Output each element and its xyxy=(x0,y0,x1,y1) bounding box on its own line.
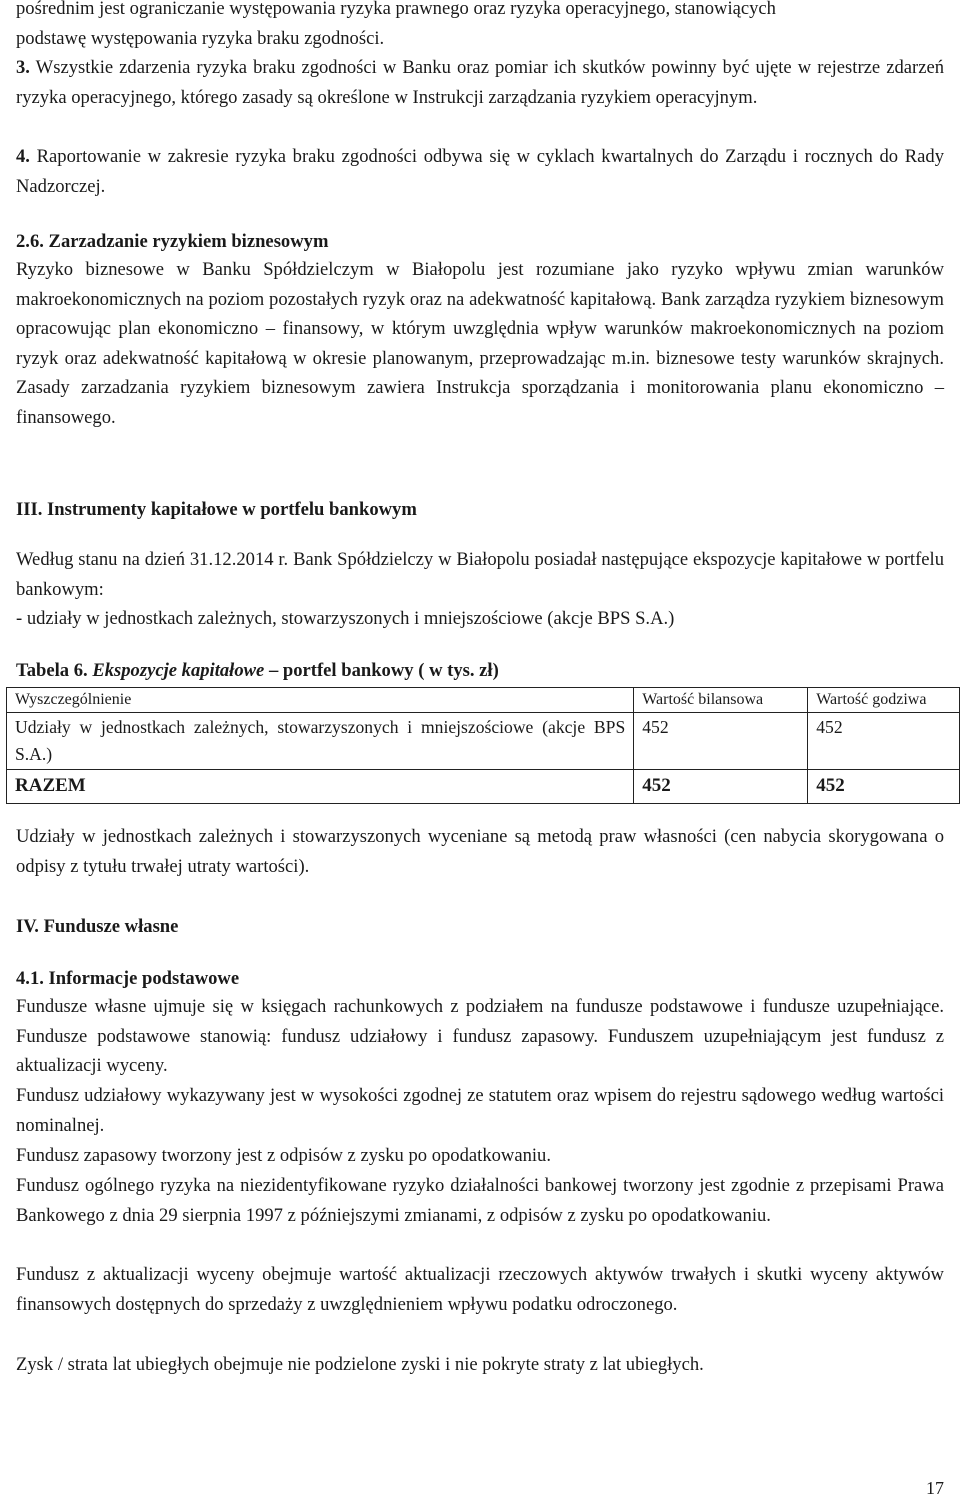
paragraph-valuation: Udziały w jednostkach zależnych i stowarzyszonych wyceniane są metodą praw własności (cen nabycia skorygowana o odpisy z tytułu trwałej utraty wartości). xyxy=(16,826,944,877)
point-number: 4. xyxy=(16,146,30,167)
section-heading-iii: III. Instrumenty kapitałowe w portfelu bankowym xyxy=(16,499,417,520)
section-heading-iv: IV. Fundusze własne xyxy=(16,916,179,937)
table-cell: 452 xyxy=(634,713,808,770)
paragraph-point-4: 4. Raportowanie w zakresie ryzyka braku zgodności odbywa się w cyklach kwartalnych do Zarządu i rocznych do Rady Nadzorczej. xyxy=(16,146,945,197)
subsection-heading-4-1: 4.1. Informacje podstawowe xyxy=(16,968,240,989)
point-number: 3. xyxy=(16,57,30,78)
paragraph-own-funds-6: Zysk / strata lat ubiegłych obejmuje nie podzielone zyski i nie pokryte straty z lat ubiegłych. xyxy=(16,1354,704,1375)
table-cell: 452 xyxy=(634,770,808,804)
capital-exposures-table xyxy=(6,687,960,804)
header-cell: Wartość bilansowa xyxy=(634,688,808,713)
table-header-row xyxy=(7,688,960,713)
table-row xyxy=(7,713,960,770)
bullet-item-shares: - udziały w jednostkach zależnych, stowarzyszonych i mniejszościowe (akcje BPS S.A.) xyxy=(16,608,675,629)
table-cell: RAZEM xyxy=(7,770,634,804)
paragraph-own-funds-1: Fundusze własne ujmuje się w księgach rachunkowych z podziałem na fundusze podstawowe i fundusze uzupełniające. Fundusze podstawowe stanowią: fundusz udziałowy i fundusz zapasowy. Funduszem uzupełniającym jest fundusz z aktualizacji wyceny. xyxy=(16,996,944,1077)
paragraph-capital-instruments: Według stanu na dzień 31.12.2014 r. Bank Spółdzielczy w Białopolu posiadał następujące ekspozycje kapitałowe w portfelu bankowym: xyxy=(16,549,944,600)
page-number: 17 xyxy=(926,1478,944,1498)
paragraph-business-risk: Ryzyko biznesowe w Banku Spółdzielczym w Białopolu jest rozumiane jako ryzyko wpływu zmian warunków makroekonomicznych na poziom pozostałych ryzyk oraz na adekwatność kapitałową. Bank zarządza ryzykiem biznesowym opracowując plan ekonomiczno – finansowy, w którym uwzględnia wpływ warunków makroekonomicznych na poziom ryzyk oraz adekwatność kapitałową w okresie planowanym, przeprowadzając m.in. biznesowe testy warunków skrajnych. Zasady zarzadzania ryzykiem biznesowym zawiera Instrukcja sporządzania i monitorowania planu ekonomiczno – finansowego. xyxy=(16,259,944,428)
paragraph-own-funds-5: Fundusz z aktualizacji wyceny obejmuje wartość aktualizacji rzeczowych aktywów trwałych i skutki wyceny aktywów finansowych dostępnych do sprzedaży z uwzględnieniem wpływu podatku odroczonego. xyxy=(16,1264,944,1315)
paragraph-point-3: 3. Wszystkie zdarzenia ryzyka braku zgodności w Banku oraz pomiar ich skutków powinny być ujęte w rejestrze zdarzeń ryzyka operacyjnego, którego zasady są określone w Instrukcji zarządzania ryzykiem operacyjnym. xyxy=(16,57,944,108)
paragraph-own-funds-2: Fundusz udziałowy wykazywany jest w wysokości zgodnej ze statutem oraz wpisem do rejestru sądowego według wartości nominalnej. xyxy=(16,1085,944,1136)
paragraph-own-funds-4: Fundusz ogólnego ryzyka na niezidentyfikowane ryzyko działalności bankowej tworzony jest zgodnie z przepisami Prawa Bankowego z dnia 29 sierpnia 1997 z późniejszymi zmianami, z odpisów z zysku po opodatkowaniu. xyxy=(16,1175,944,1226)
section-heading-2-6: 2.6. Zarzadzanie ryzykiem biznesowym xyxy=(16,231,329,252)
paragraph-continuation: pośrednim jest ograniczanie występowania ryzyka prawnego oraz ryzyka operacyjnego, stanowiących podstawę występowania ryzyka braku zgodności. xyxy=(16,0,776,49)
table-cell: 452 xyxy=(808,713,960,770)
table-cell: Udziały w jednostkach zależnych, stowarzyszonych i mniejszościowe (akcje BPS S.A.) xyxy=(7,713,634,770)
table-total-row xyxy=(7,770,960,804)
header-cell: Wyszczególnienie xyxy=(7,688,634,713)
paragraph-own-funds-3: Fundusz zapasowy tworzony jest z odpisów z zysku po opodatkowaniu. xyxy=(16,1145,551,1166)
header-cell: Wartość godziwa xyxy=(808,688,960,713)
table-cell: 452 xyxy=(808,770,960,804)
table-caption: Tabela 6. Ekspozycje kapitałowe – portfel bankowy ( w tys. zł) xyxy=(16,660,499,681)
